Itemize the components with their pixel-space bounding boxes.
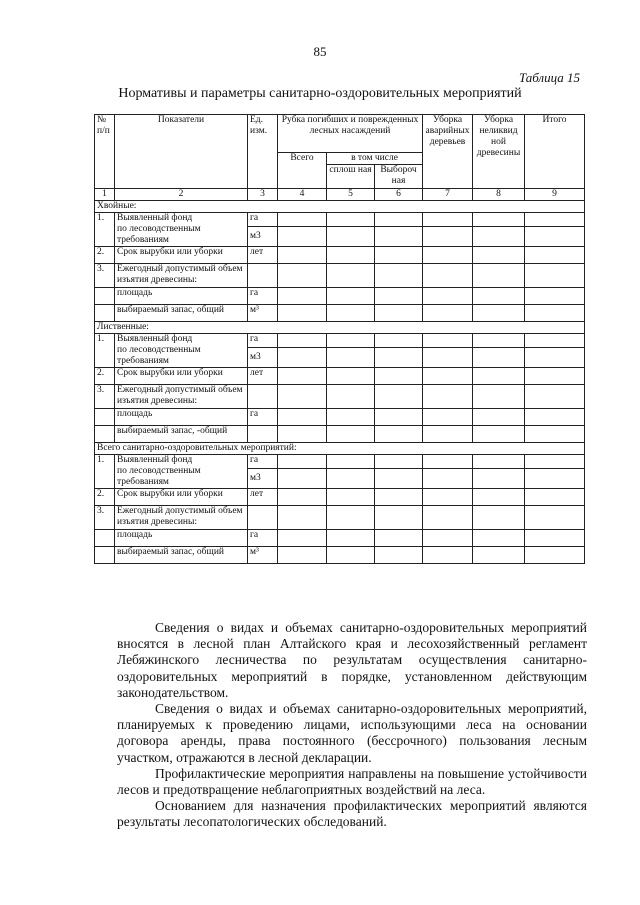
header-selective: Выбороч ная [375,165,423,189]
row-unit: га [248,455,278,469]
row-number [95,547,115,564]
value-cell [423,334,473,348]
row-unit: га [248,530,278,547]
value-cell [473,469,525,489]
row-label: площадь [115,288,248,305]
value-cell [423,530,473,547]
header-indicators: Показатели [115,115,248,189]
value-cell [278,288,327,305]
value-cell [525,305,585,322]
row-unit [248,426,278,443]
value-cell [423,368,473,385]
value-cell [423,489,473,506]
value-cell [525,247,585,264]
value-cell [278,348,327,368]
value-cell [327,213,375,227]
header-illiquid: Уборка неликвид ной древесины [473,115,525,189]
value-cell [327,227,375,247]
value-cell [473,334,525,348]
row-number: 3. [95,264,115,288]
value-cell [327,409,375,426]
value-cell [278,469,327,489]
row-unit [248,264,278,288]
value-cell [423,348,473,368]
value-cell [473,264,525,288]
value-cell [423,264,473,288]
value-cell [525,547,585,564]
value-cell [473,489,525,506]
header-itogo: Итого [525,115,585,189]
row-number [95,409,115,426]
row-number: 3. [95,385,115,409]
value-cell [525,288,585,305]
paragraph-2: Сведения о видах и объемах санитарно-оздоровительных мероприятий, планируемых к проведению лицами, использующими леса на основании договора аренды, права постоянного (бессрочного) пользования лесным участком, отражаются в лесной декларации. [117,701,587,765]
value-cell [423,288,473,305]
value-cell [375,506,423,530]
value-cell [327,489,375,506]
value-cell [327,305,375,322]
row-label [115,455,248,489]
row-label-b: по лесоводственным требованиям [117,224,201,245]
value-cell [278,213,327,227]
row-label-a: Выявленный фонд [117,455,193,465]
value-cell [278,455,327,469]
value-cell [327,348,375,368]
value-cell [473,385,525,409]
row-unit [248,506,278,530]
row-label: площадь [115,530,248,547]
row-unit: лет [248,489,278,506]
value-cell [278,385,327,409]
value-cell [473,288,525,305]
row-label: Срок вырубки или уборки [115,489,248,506]
value-cell [375,247,423,264]
value-cell [327,547,375,564]
value-cell [423,305,473,322]
row-label [115,213,248,247]
value-cell [375,368,423,385]
value-cell [473,227,525,247]
value-cell [525,213,585,227]
value-cell [473,409,525,426]
value-cell [327,469,375,489]
value-cell [473,426,525,443]
value-cell [423,455,473,469]
row-number: 3. [95,506,115,530]
row-number: 1. [95,334,115,368]
value-cell [375,385,423,409]
row-label: Ежегодный допустимый объем изъятия древесины: [115,264,248,288]
row-label: выбираемый запас, -общий [115,426,248,443]
value-cell [327,426,375,443]
row-label: выбираемый запас, общий [115,547,248,564]
row-label: площадь [115,409,248,426]
row-unit: га [248,213,278,227]
value-cell [473,530,525,547]
paragraph-1: Сведения о видах и объемах санитарно-оздоровительных мероприятий вносятся в лесной план Алтайского края и лесохозяйственный регламент Лебяжинского лесничества по результатам осуществления санитарно-оздоровительных мероприятий в порядке, установленном действующим законодательством. [117,620,587,700]
row-label-a: Выявленный фонд [117,334,193,344]
value-cell [327,334,375,348]
value-cell [278,409,327,426]
value-cell [423,385,473,409]
row-label: Срок вырубки или уборки [115,247,248,264]
row-unit: м³ [248,305,278,322]
value-cell [473,506,525,530]
value-cell [375,305,423,322]
value-cell [525,348,585,368]
value-cell [525,489,585,506]
value-cell [473,305,525,322]
value-cell [423,247,473,264]
value-cell [375,530,423,547]
value-cell [327,455,375,469]
col-number: 9 [525,189,585,201]
col-number: 2 [115,189,248,201]
value-cell [473,247,525,264]
value-cell [525,385,585,409]
row-label-b: по лесоводственным требованиям [117,345,201,366]
row-number [95,305,115,322]
row-label [115,334,248,368]
value-cell [375,489,423,506]
header-emergency: Уборка аварийных деревьев [423,115,473,189]
value-cell [525,368,585,385]
table-label: Таблица 15 [518,70,580,85]
value-cell [473,348,525,368]
section-title: Лиственные: [95,322,585,334]
value-cell [375,264,423,288]
value-cell [423,409,473,426]
value-cell [278,489,327,506]
table-title: Нормативы и параметры санитарно-оздоровительных мероприятий [118,86,522,101]
row-label: выбираемый запас, общий [115,305,248,322]
body-text [117,620,587,831]
value-cell [375,288,423,305]
section-title: Всего санитарно-оздоровительных мероприятий: [95,443,585,455]
row-unit: га [248,334,278,348]
row-label: Ежегодный допустимый объем изъятия древесины: [115,385,248,409]
row-unit: м3 [248,348,278,368]
value-cell [327,247,375,264]
row-number [95,288,115,305]
value-cell [375,213,423,227]
header-felling: Рубка погибших и поврежденных лесных насаждений [278,115,423,153]
row-unit: м3 [248,469,278,489]
header-incl: в том числе [327,153,423,165]
value-cell [327,385,375,409]
value-cell [278,334,327,348]
value-cell [327,288,375,305]
value-cell [375,455,423,469]
row-unit: м3 [248,227,278,247]
value-cell [278,227,327,247]
header-clear: сплош ная [327,165,375,189]
row-unit: лет [248,368,278,385]
row-label-a: Выявленный фонд [117,213,193,223]
value-cell [525,334,585,348]
row-number [95,426,115,443]
row-unit: га [248,288,278,305]
value-cell [525,264,585,288]
row-label: Ежегодный допустимый объем изъятия древесины: [115,506,248,530]
row-number [95,530,115,547]
value-cell [525,530,585,547]
col-number: 7 [423,189,473,201]
value-cell [525,227,585,247]
value-cell [375,547,423,564]
paragraph-4: Основанием для назначения профилактических мероприятий являются результаты лесопатологических обследований. [117,798,587,830]
value-cell [278,368,327,385]
section-title: Хвойные: [95,201,585,213]
value-cell [375,409,423,426]
row-number: 2. [95,368,115,385]
row-label: Срок вырубки или уборки [115,368,248,385]
value-cell [525,409,585,426]
value-cell [423,426,473,443]
value-cell [375,334,423,348]
row-unit: лет [248,247,278,264]
value-cell [375,426,423,443]
row-unit: м³ [248,547,278,564]
value-cell [423,213,473,227]
col-number: 5 [327,189,375,201]
value-cell [278,264,327,288]
value-cell [327,530,375,547]
value-cell [327,264,375,288]
header-total-sub: Всего [278,153,327,189]
row-label-b: по лесоводственным требованиям [117,466,201,487]
col-number: 1 [95,189,115,201]
value-cell [327,368,375,385]
value-cell [423,469,473,489]
value-cell [375,227,423,247]
paragraph-3: Профилактические мероприятия направлены на повышение устойчивости лесов и предотвращение неблагоприятных воздействий на леса. [117,765,587,798]
value-cell [525,426,585,443]
col-number: 6 [375,189,423,201]
row-number: 2. [95,489,115,506]
value-cell [278,426,327,443]
value-cell [327,506,375,530]
value-cell [278,305,327,322]
row-unit [248,385,278,409]
norms-table [94,114,585,564]
value-cell [473,368,525,385]
row-number: 2. [95,247,115,264]
value-cell [278,547,327,564]
value-cell [278,506,327,530]
header-unit: Ед. изм. [248,115,278,189]
value-cell [375,348,423,368]
value-cell [525,506,585,530]
value-cell [375,469,423,489]
value-cell [423,506,473,530]
col-number: 4 [278,189,327,201]
row-unit: га [248,409,278,426]
col-number: 8 [473,189,525,201]
value-cell [473,455,525,469]
header-num: № п/п [95,115,115,189]
row-number: 1. [95,213,115,247]
col-number: 3 [248,189,278,201]
value-cell [525,455,585,469]
value-cell [423,547,473,564]
page-number: 85 [313,44,327,59]
value-cell [525,469,585,489]
value-cell [278,247,327,264]
row-number: 1. [95,455,115,489]
value-cell [473,547,525,564]
value-cell [278,530,327,547]
value-cell [423,227,473,247]
value-cell [473,213,525,227]
